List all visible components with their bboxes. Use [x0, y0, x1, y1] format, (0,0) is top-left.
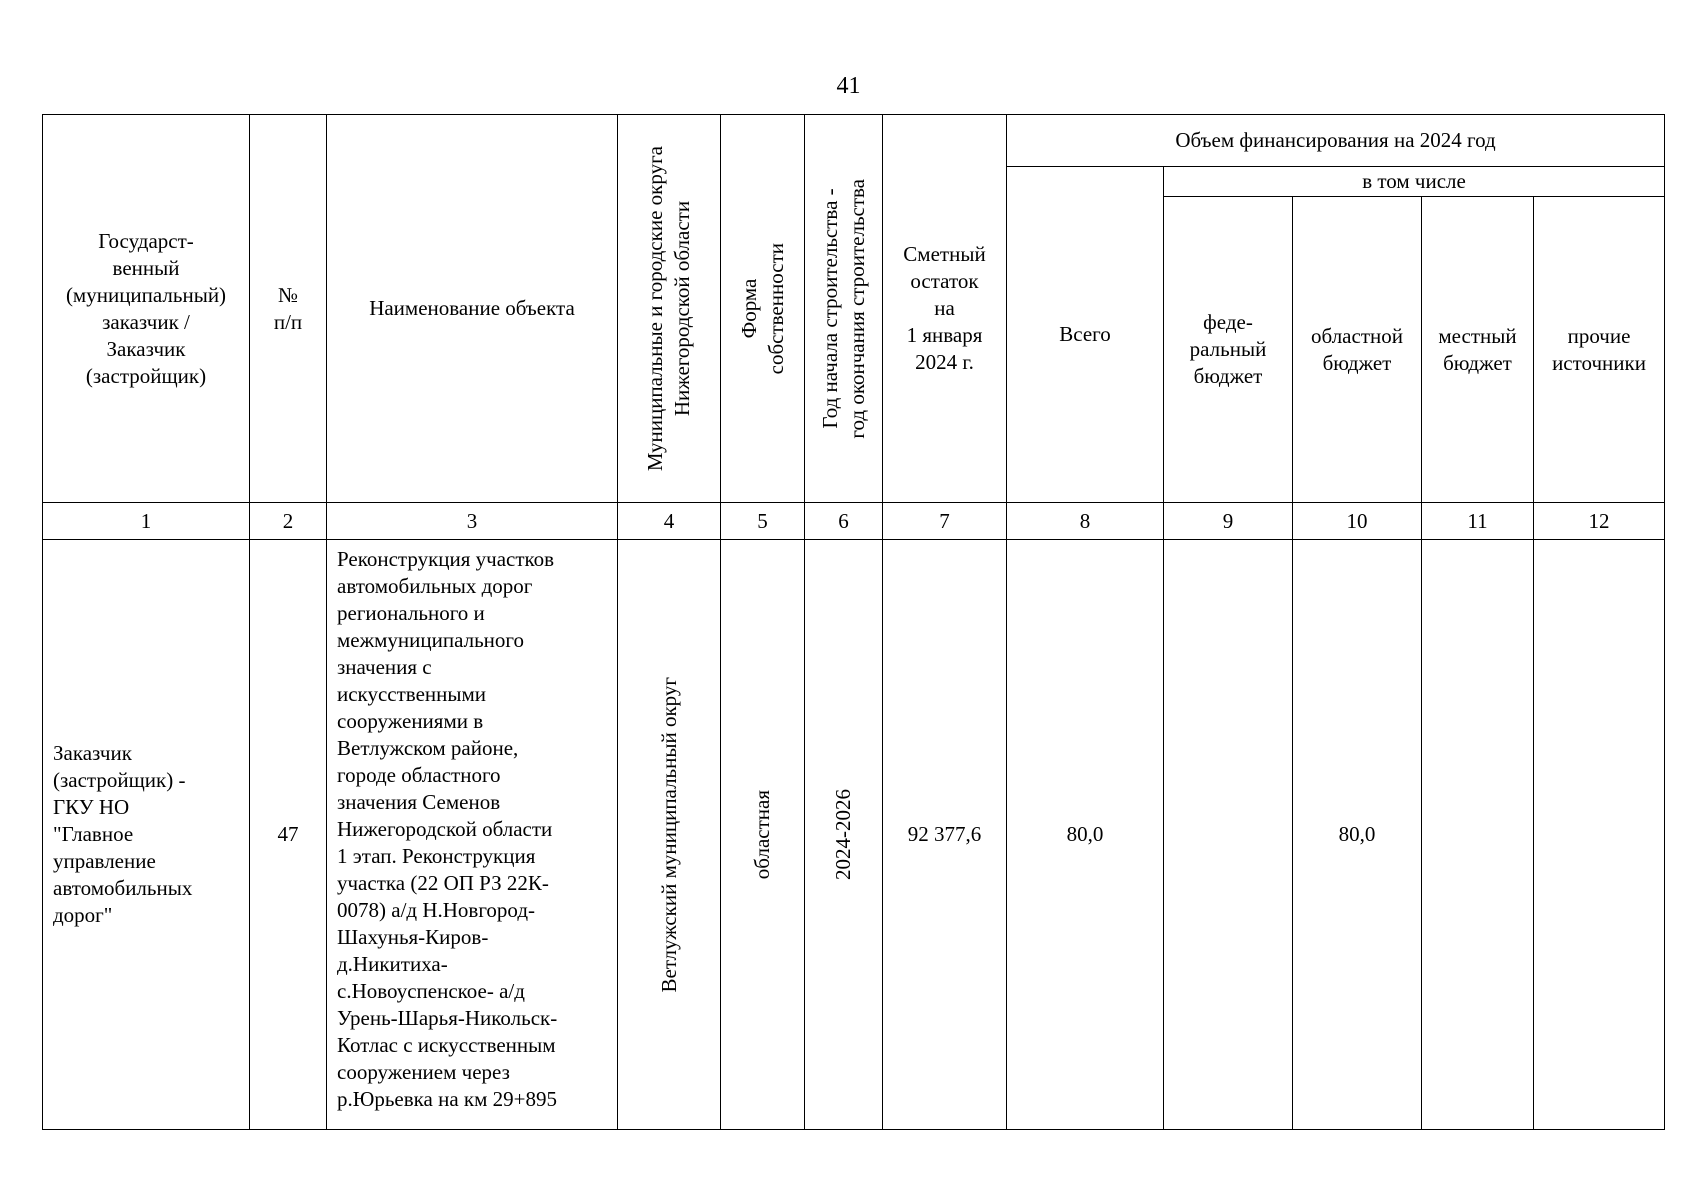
financing-table	[42, 114, 1665, 1130]
header-years: Год начала строительства - год окончания строительства	[805, 115, 883, 503]
district-text: Ветлужский муниципальный округ	[656, 676, 681, 993]
header-regional: областной бюджет	[1293, 197, 1422, 503]
column-number: 7	[883, 503, 1007, 540]
column-number: 10	[1293, 503, 1422, 540]
header-total: Всего	[1007, 167, 1164, 503]
header-including: в том числе	[1164, 167, 1665, 197]
column-number: 11	[1422, 503, 1534, 540]
column-number: 12	[1534, 503, 1665, 540]
header-other: прочие источники	[1534, 197, 1665, 503]
header-financing-group: Объем финансирования на 2024 год	[1007, 115, 1665, 167]
header-row-1	[43, 115, 1665, 167]
column-number: 9	[1164, 503, 1293, 540]
years-text: 2024-2026	[831, 789, 855, 880]
header-estimated-balance: Сметный остаток на 1 января 2024 г.	[883, 115, 1007, 503]
column-number: 2	[250, 503, 327, 540]
header-object-name: Наименование объекта	[327, 115, 618, 503]
header-ownership: Форма собственности	[721, 115, 805, 503]
ownership-cell	[721, 540, 805, 1130]
customer-cell: Заказчик (застройщик) - ГКУ НО "Главное управление автомобильных дорог"	[43, 540, 250, 1130]
regional-cell: 80,0	[1293, 540, 1422, 1130]
table-row	[43, 540, 1665, 1130]
column-number: 5	[721, 503, 805, 540]
header-local: местный бюджет	[1422, 197, 1534, 503]
row-number-cell: 47	[250, 540, 327, 1130]
district-cell	[618, 540, 721, 1130]
other-cell	[1534, 540, 1665, 1130]
header-district: Муниципальные и городские округа Нижегородской области	[618, 115, 721, 503]
header-federal: феде- ральный бюджет	[1164, 197, 1293, 503]
local-cell	[1422, 540, 1534, 1130]
column-number: 6	[805, 503, 883, 540]
total-cell: 80,0	[1007, 540, 1164, 1130]
column-number: 4	[618, 503, 721, 540]
column-number: 1	[43, 503, 250, 540]
ownership-text: областная	[750, 789, 774, 880]
years-cell	[805, 540, 883, 1130]
page-number: 41	[836, 73, 861, 99]
estimated-balance-cell: 92 377,6	[883, 540, 1007, 1130]
header-customer: Государст- венный (муниципальный) заказчик / Заказчик (застройщик)	[43, 115, 250, 503]
column-number: 3	[327, 503, 618, 540]
federal-cell	[1164, 540, 1293, 1130]
column-numbers-row	[43, 503, 1665, 540]
column-number: 8	[1007, 503, 1164, 540]
header-number: № п/п	[250, 115, 327, 503]
object-name-cell: Реконструкция участков автомобильных дорог регионального и межмуниципального значения с искусственными сооружениями в Ветлужском районе, городе областного значения Семенов Нижегородской области 1 этап. Реконструкция участка (22 ОП РЗ 22К- 0078) а/д Н.Новгород- Шахунья-Киров- д.Никитиха- с.Новоуспенское- а/д Урень-Шарья-Никольск- Котлас с искусственным сооружением через р.Юрьевка на км 29+895	[327, 540, 618, 1130]
